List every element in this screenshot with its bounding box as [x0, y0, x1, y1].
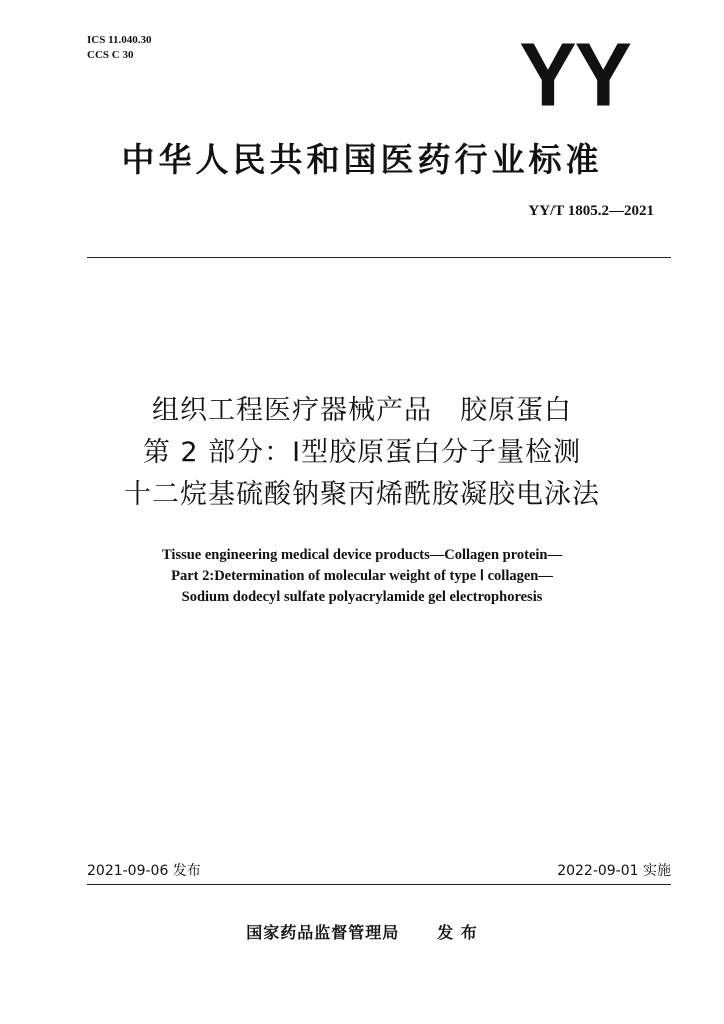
- chinese-title-line-1: 组织工程医疗器械产品 胶原蛋白: [152, 395, 572, 426]
- chinese-title-line-3: 十二烷基硫酸钠聚丙烯酰胺凝胶电泳法: [124, 479, 600, 510]
- ics-code: ICS 11.040.30: [87, 34, 152, 46]
- top-divider: [87, 257, 671, 258]
- english-title: [0, 545, 724, 608]
- issue-word: 发 布: [437, 923, 478, 942]
- english-title-line-1: Tissue engineering medical device products—Collagen protein—: [162, 547, 562, 563]
- standard-type-title: 中华人民共和国医药行业标准: [121, 140, 603, 179]
- classification-codes: [87, 33, 152, 63]
- issuer-name: 国家药品监督管理局: [246, 923, 400, 942]
- chinese-title: [0, 390, 724, 516]
- bottom-divider: [87, 884, 671, 885]
- issuer-line: [0, 920, 724, 943]
- ccs-code: CCS C 30: [87, 49, 134, 61]
- publish-date: 2021-09-06 发布: [87, 863, 201, 879]
- chinese-title-line-2: 第 2 部分：Ⅰ型胶原蛋白分子量检测: [142, 437, 582, 468]
- english-title-line-2: Part 2:Determination of molecular weight of type Ⅰ collagen—: [171, 568, 553, 584]
- standard-number: YY/T 1805.2—2021: [528, 203, 654, 219]
- english-title-line-3: Sodium dodecyl sulfate polyacrylamide gel electrophoresis: [181, 589, 543, 605]
- implement-date: 2022-09-01 实施: [557, 863, 671, 879]
- yy-logo: YY: [519, 24, 630, 126]
